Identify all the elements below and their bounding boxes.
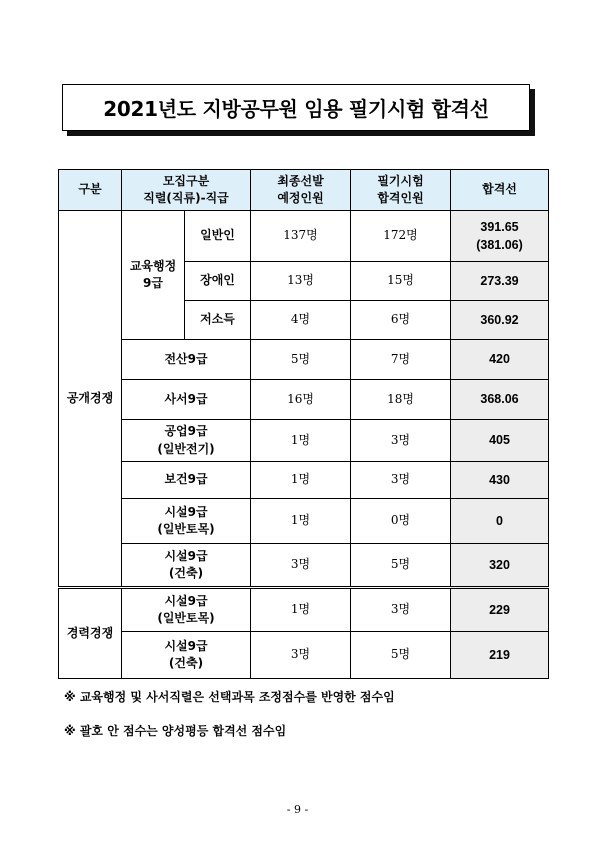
passed-count: 5명 <box>351 632 451 679</box>
cutoff-score: 229 <box>451 588 549 632</box>
passed-count: 15명 <box>351 262 451 301</box>
row-label: 시설9급 (일반토목) <box>122 499 251 544</box>
table-row <box>59 211 549 262</box>
row-label: 전산9급 <box>122 340 251 380</box>
planned-count: 1명 <box>251 499 351 544</box>
passed-count: 3명 <box>351 588 451 632</box>
table-row <box>59 462 549 499</box>
row-label: 시설9급 (건축) <box>122 544 251 588</box>
row-label: 저소득 <box>185 301 251 340</box>
planned-count: 3명 <box>251 632 351 679</box>
row-label: 공업9급 (일반전기) <box>122 420 251 462</box>
row-label: 사서9급 <box>122 380 251 420</box>
cutoff-score: 273.39 <box>451 262 549 301</box>
footnotes <box>64 688 395 756</box>
cutoff-score: 0 <box>451 499 549 544</box>
passed-count: 18명 <box>351 380 451 420</box>
table-row <box>59 340 549 380</box>
cutoff-score: 430 <box>451 462 549 499</box>
table-row <box>59 380 549 420</box>
footnote-adjusted-score: ※ 교육행정 및 사서직렬은 선택과목 조정점수를 반영한 점수임 <box>64 690 395 704</box>
table-row <box>59 544 549 588</box>
planned-count: 4명 <box>251 301 351 340</box>
passed-count: 172명 <box>351 211 451 262</box>
edu-admin-label: 교육행정 9급 <box>122 211 185 340</box>
planned-count: 13명 <box>251 262 351 301</box>
row-label: 시설9급 (일반토목) <box>122 588 251 632</box>
cutoff-score: 391.65 (381.06) <box>451 211 549 262</box>
title-box <box>62 84 530 131</box>
row-label: 장애인 <box>185 262 251 301</box>
planned-count: 137명 <box>251 211 351 262</box>
table-row <box>59 588 549 632</box>
footnote-gender-equality: ※ 괄호 안 점수는 양성평등 합격선 점수임 <box>64 724 287 738</box>
cutoff-score: 360.92 <box>451 301 549 340</box>
passed-count: 5명 <box>351 544 451 588</box>
table-header-row <box>59 170 549 211</box>
header-passed: 필기시험 합격인원 <box>351 170 451 211</box>
table-row <box>59 420 549 462</box>
cutoff-table <box>58 169 549 679</box>
planned-count: 16명 <box>251 380 351 420</box>
page-title: 2021년도 지방공무원 임용 필기시험 합격선 <box>62 84 530 131</box>
passed-count: 6명 <box>351 301 451 340</box>
cutoff-score: 420 <box>451 340 549 380</box>
page-number: - 9 - <box>286 803 309 816</box>
row-label: 시설9급 (건축) <box>122 632 251 679</box>
cutoff-score: 405 <box>451 420 549 462</box>
cutoff-score: 320 <box>451 544 549 588</box>
header-planned: 최종선발 예정인원 <box>251 170 351 211</box>
row-label: 보건9급 <box>122 462 251 499</box>
header-cutoff: 합격선 <box>451 170 549 211</box>
passed-count: 7명 <box>351 340 451 380</box>
passed-count: 3명 <box>351 462 451 499</box>
planned-count: 1명 <box>251 420 351 462</box>
planned-count: 1명 <box>251 588 351 632</box>
planned-count: 5명 <box>251 340 351 380</box>
group-open-competition: 공개경쟁 <box>59 211 122 588</box>
table-row <box>59 499 549 544</box>
group-career-competition: 경력경쟁 <box>59 588 122 679</box>
passed-count: 0명 <box>351 499 451 544</box>
cutoff-score: 368.06 <box>451 380 549 420</box>
header-recruit-type: 모집구분 직렬(직류)-직급 <box>122 170 251 211</box>
row-label: 일반인 <box>185 211 251 262</box>
cutoff-score: 219 <box>451 632 549 679</box>
passed-count: 3명 <box>351 420 451 462</box>
planned-count: 1명 <box>251 462 351 499</box>
planned-count: 3명 <box>251 544 351 588</box>
header-category: 구분 <box>59 170 122 211</box>
table-row <box>59 632 549 679</box>
